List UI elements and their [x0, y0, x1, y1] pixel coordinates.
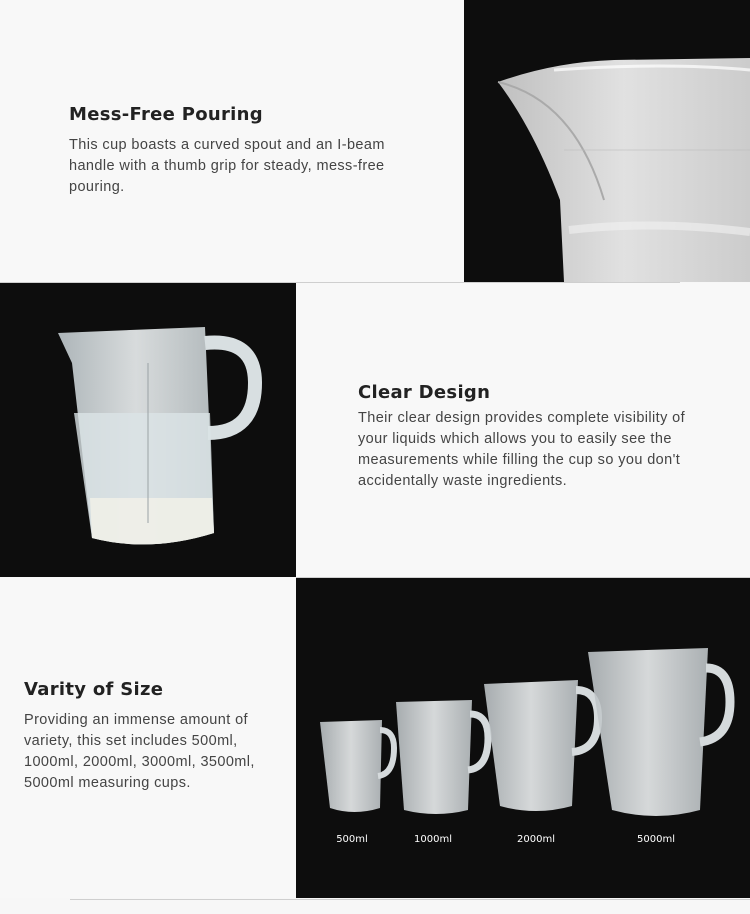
- cup-size-label: 5000ml: [637, 834, 675, 845]
- section-description: Providing an immense amount of variety, this set includes 500ml, 1000ml, 2000ml, 3000ml, 3500ml, 5000ml measuring cups.: [24, 712, 255, 791]
- section-clear-design: [296, 283, 750, 577]
- section-divider: [70, 899, 750, 900]
- cup-size-label: 2000ml: [517, 834, 555, 845]
- section-varity-of-size: [0, 578, 296, 898]
- clear-cup-image: [0, 283, 296, 577]
- cup-sizes-image: [296, 578, 750, 898]
- cup-size-label: 1000ml: [414, 834, 452, 845]
- cup-size-label: 500ml: [336, 834, 368, 845]
- section-mess-free-pouring: [0, 0, 464, 282]
- spout-closeup-image: [464, 0, 750, 282]
- section-title: Clear Design: [358, 382, 491, 403]
- section-title: Mess-Free Pouring: [69, 104, 263, 125]
- section-description: Their clear design provides complete visibility of your liquids which allows you to easily see the measurements while filling the cup so you don't accidentally waste ingredients.: [358, 410, 686, 489]
- section-title: Varity of Size: [24, 679, 164, 700]
- section-description: This cup boasts a curved spout and an I-beam handle with a thumb grip for steady, mess-free pouring.: [69, 137, 385, 195]
